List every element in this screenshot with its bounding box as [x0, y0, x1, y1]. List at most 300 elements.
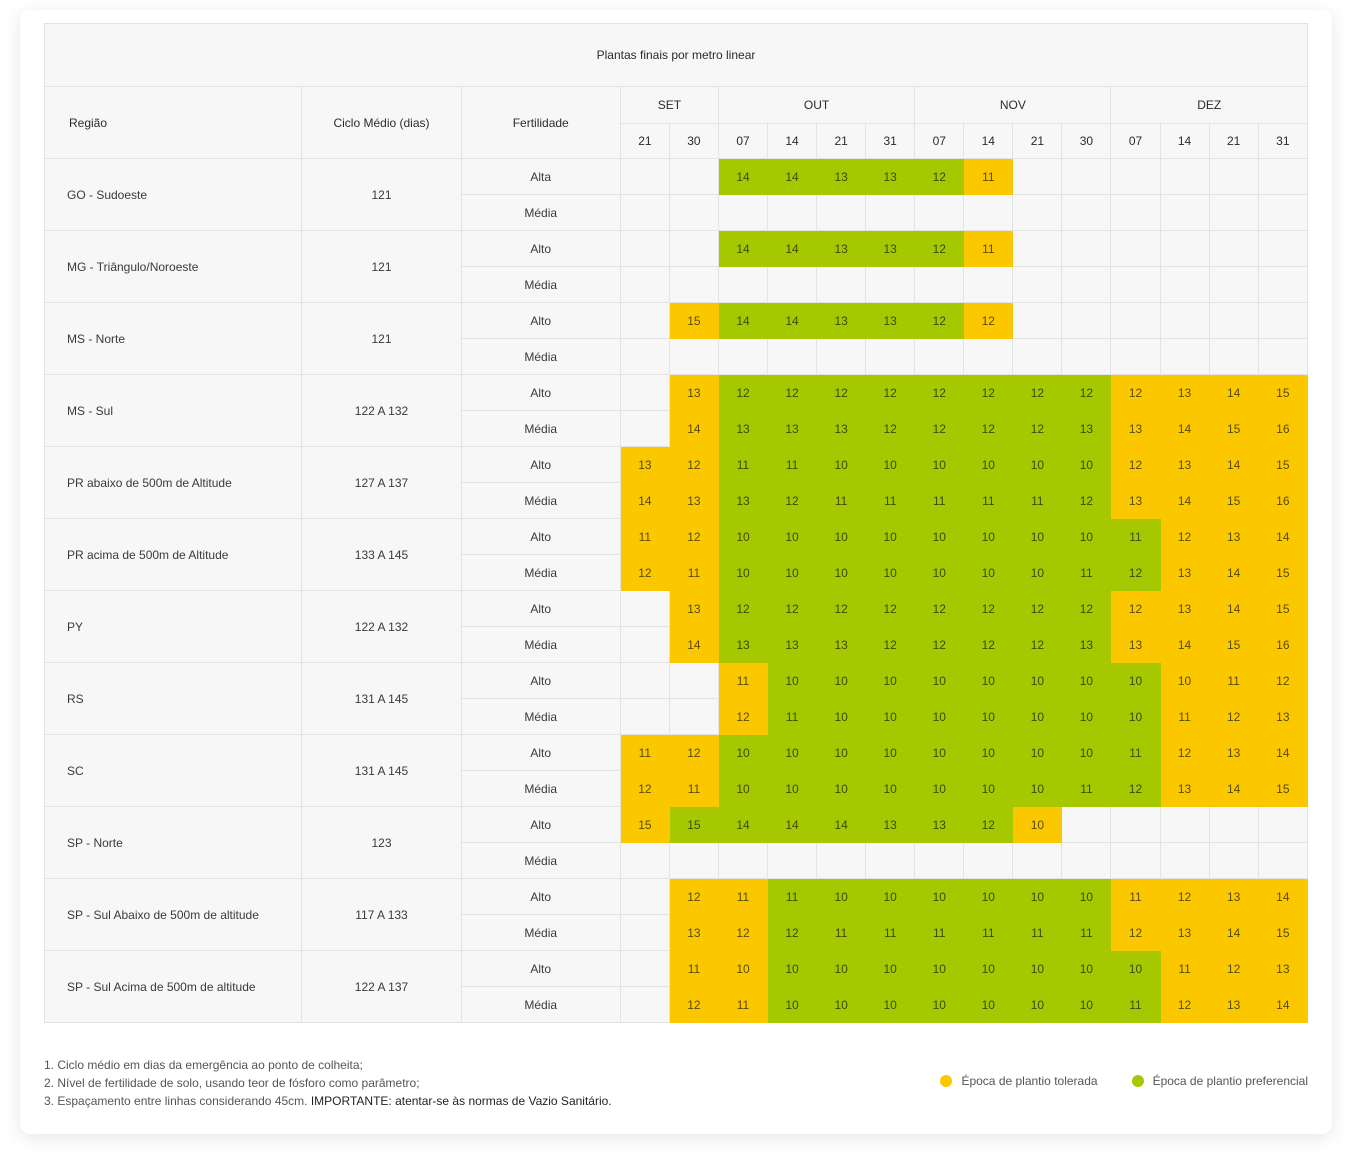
plant-count-cell: [1258, 159, 1307, 195]
cycle-days: 133 A 145: [302, 519, 461, 591]
plant-count-cell: 15: [1258, 771, 1307, 807]
plant-count-cell: [1062, 807, 1111, 843]
fertility-level: Alto: [461, 663, 620, 699]
plant-count-cell: 12: [768, 375, 817, 411]
plant-count-cell: 15: [1209, 627, 1258, 663]
preferred-dot-icon: [1132, 1075, 1144, 1087]
plant-count-cell: 13: [1111, 483, 1160, 519]
plant-count-cell: 12: [1062, 591, 1111, 627]
plant-count-cell: 12: [964, 375, 1013, 411]
plant-count-cell: 10: [1013, 699, 1062, 735]
plant-count-cell: 13: [817, 627, 866, 663]
plant-count-cell: [1160, 267, 1209, 303]
day-header: 07: [1111, 124, 1160, 159]
plant-count-cell: [669, 231, 718, 267]
plant-count-cell: [817, 843, 866, 879]
plant-count-cell: 13: [1160, 771, 1209, 807]
plant-count-cell: 10: [964, 951, 1013, 987]
plant-count-cell: 13: [866, 303, 915, 339]
plant-count-cell: 16: [1258, 483, 1307, 519]
plant-count-cell: 12: [915, 627, 964, 663]
plant-count-cell: 11: [1062, 915, 1111, 951]
plant-count-cell: 14: [1258, 987, 1307, 1023]
plant-count-cell: 10: [866, 771, 915, 807]
day-header: 30: [1062, 124, 1111, 159]
plant-count-cell: 10: [866, 987, 915, 1023]
plant-count-cell: 13: [1258, 699, 1307, 735]
plant-count-cell: 14: [817, 807, 866, 843]
day-header: 07: [718, 124, 767, 159]
plant-count-cell: 13: [669, 483, 718, 519]
plant-count-cell: [1013, 303, 1062, 339]
plant-count-cell: [1013, 231, 1062, 267]
month-header: SET: [620, 87, 718, 124]
plant-count-cell: 13: [1111, 627, 1160, 663]
plant-count-cell: 10: [1013, 879, 1062, 915]
fertility-level: Média: [461, 411, 620, 447]
footnote-important: IMPORTANTE: atentar-se às normas de Vazio Sanitário.: [310, 1094, 612, 1108]
plant-count-cell: 11: [866, 483, 915, 519]
plant-count-cell: 10: [1062, 663, 1111, 699]
plant-count-cell: 10: [964, 519, 1013, 555]
plant-count-cell: 10: [817, 987, 866, 1023]
plant-count-cell: [620, 339, 669, 375]
plant-count-cell: 10: [915, 663, 964, 699]
cycle-days: 121: [302, 303, 461, 375]
plant-count-cell: [1013, 267, 1062, 303]
plant-count-cell: [1160, 303, 1209, 339]
plant-count-cell: 12: [1013, 375, 1062, 411]
month-header: DEZ: [1111, 87, 1308, 124]
cycle-days: 131 A 145: [302, 735, 461, 807]
region-name: SP - Sul Acima de 500m de altitude: [45, 951, 302, 1023]
plant-count-cell: 10: [866, 447, 915, 483]
plant-count-cell: 10: [718, 951, 767, 987]
plant-count-cell: 10: [817, 951, 866, 987]
table-row: [45, 231, 1308, 267]
tolerated-dot-icon: [940, 1075, 952, 1087]
plant-count-cell: [768, 843, 817, 879]
plant-count-cell: 11: [1209, 663, 1258, 699]
fertility-level: Alto: [461, 951, 620, 987]
plant-count-cell: 14: [1160, 483, 1209, 519]
plant-count-cell: 14: [1209, 915, 1258, 951]
plant-count-cell: 14: [1258, 879, 1307, 915]
fertility-level: Média: [461, 771, 620, 807]
plant-count-cell: 12: [620, 555, 669, 591]
plant-count-cell: 12: [964, 627, 1013, 663]
plant-count-cell: [1209, 231, 1258, 267]
plant-count-cell: [1111, 339, 1160, 375]
plant-count-cell: 12: [817, 375, 866, 411]
plant-count-cell: [1062, 339, 1111, 375]
plant-count-cell: [620, 987, 669, 1023]
month-header: OUT: [718, 87, 914, 124]
plant-count-cell: 12: [964, 411, 1013, 447]
plant-count-cell: [1111, 303, 1160, 339]
plant-count-cell: 10: [1111, 663, 1160, 699]
plant-count-cell: [1111, 843, 1160, 879]
plant-count-cell: 13: [1062, 411, 1111, 447]
plant-count-cell: 14: [1209, 771, 1258, 807]
cycle-days: 122 A 137: [302, 951, 461, 1023]
plant-count-cell: 10: [915, 447, 964, 483]
plant-count-cell: 12: [669, 447, 718, 483]
plant-count-cell: [915, 843, 964, 879]
plant-count-cell: 10: [817, 555, 866, 591]
plant-count-cell: 12: [866, 627, 915, 663]
plant-count-cell: [1013, 159, 1062, 195]
day-header: 30: [669, 124, 718, 159]
table-row: [45, 807, 1308, 843]
plant-count-cell: [866, 267, 915, 303]
plant-count-cell: 10: [1013, 951, 1062, 987]
plant-count-cell: [1209, 339, 1258, 375]
plant-count-cell: 13: [866, 159, 915, 195]
plant-count-cell: 11: [964, 231, 1013, 267]
plant-count-cell: 12: [669, 735, 718, 771]
plant-count-cell: 10: [915, 555, 964, 591]
fertility-level: Alto: [461, 807, 620, 843]
plant-count-cell: 10: [964, 987, 1013, 1023]
plant-count-cell: 10: [964, 447, 1013, 483]
plant-count-cell: [866, 339, 915, 375]
day-header: 14: [768, 124, 817, 159]
plant-count-cell: [1062, 231, 1111, 267]
plant-count-cell: [620, 375, 669, 411]
plant-count-cell: 11: [1160, 951, 1209, 987]
plant-count-cell: 13: [718, 483, 767, 519]
plant-count-cell: 13: [1209, 735, 1258, 771]
plant-count-cell: 11: [620, 519, 669, 555]
fertility-level: Média: [461, 627, 620, 663]
day-header: 31: [866, 124, 915, 159]
table-row: [45, 447, 1308, 483]
plant-count-cell: 10: [817, 771, 866, 807]
plant-count-cell: 10: [866, 951, 915, 987]
plant-count-cell: [964, 339, 1013, 375]
plant-count-cell: 12: [1258, 663, 1307, 699]
plant-count-cell: [669, 663, 718, 699]
fertility-level: Média: [461, 267, 620, 303]
plant-count-cell: 10: [768, 555, 817, 591]
table-row: [45, 159, 1308, 195]
plant-count-cell: 13: [768, 627, 817, 663]
plant-count-cell: [669, 339, 718, 375]
plant-count-cell: 10: [915, 771, 964, 807]
plant-count-cell: 11: [817, 915, 866, 951]
plant-count-cell: [620, 195, 669, 231]
plant-count-cell: 12: [866, 411, 915, 447]
fertility-level: Alto: [461, 879, 620, 915]
plant-count-cell: [915, 195, 964, 231]
plant-count-cell: [1160, 231, 1209, 267]
plant-count-cell: [1258, 267, 1307, 303]
plant-count-cell: 10: [768, 735, 817, 771]
plant-count-cell: 13: [669, 915, 718, 951]
plant-count-cell: 10: [915, 699, 964, 735]
plant-count-cell: 12: [1160, 735, 1209, 771]
plant-count-cell: [1111, 807, 1160, 843]
plant-count-cell: 12: [1160, 519, 1209, 555]
plant-count-cell: 10: [964, 699, 1013, 735]
region-name: PY: [45, 591, 302, 663]
plant-count-cell: 12: [1111, 555, 1160, 591]
plant-count-cell: 12: [866, 591, 915, 627]
plant-count-cell: 14: [1258, 735, 1307, 771]
plant-count-cell: 10: [866, 555, 915, 591]
plant-count-cell: 12: [1111, 915, 1160, 951]
plant-count-cell: 11: [718, 663, 767, 699]
planting-table: [44, 23, 1308, 1023]
plant-count-cell: 12: [1013, 411, 1062, 447]
plant-count-cell: 12: [768, 915, 817, 951]
plant-count-cell: 15: [1258, 555, 1307, 591]
fertility-level: Alto: [461, 375, 620, 411]
fertility-level: Alto: [461, 303, 620, 339]
plant-count-cell: 12: [1160, 987, 1209, 1023]
plant-count-cell: 12: [620, 771, 669, 807]
plant-count-cell: 10: [817, 879, 866, 915]
plant-count-cell: 11: [866, 915, 915, 951]
plant-count-cell: [620, 411, 669, 447]
plant-count-cell: [1111, 159, 1160, 195]
plant-count-cell: 11: [915, 915, 964, 951]
plant-count-cell: [1062, 159, 1111, 195]
plant-count-cell: [817, 339, 866, 375]
plant-count-cell: 11: [964, 159, 1013, 195]
plant-count-cell: 11: [964, 483, 1013, 519]
plant-count-cell: 11: [669, 555, 718, 591]
plant-count-cell: 11: [915, 483, 964, 519]
plant-count-cell: 12: [964, 807, 1013, 843]
plant-count-cell: [1258, 303, 1307, 339]
fertility-level: Alto: [461, 519, 620, 555]
plant-count-cell: 12: [964, 591, 1013, 627]
month-header: NOV: [915, 87, 1111, 124]
plant-count-cell: 10: [817, 447, 866, 483]
plant-count-cell: [1160, 807, 1209, 843]
plant-count-cell: 12: [1209, 699, 1258, 735]
plant-count-cell: 14: [1258, 519, 1307, 555]
plant-count-cell: [817, 267, 866, 303]
plant-count-cell: [718, 843, 767, 879]
plant-count-cell: 15: [1258, 375, 1307, 411]
plant-count-cell: 15: [1258, 915, 1307, 951]
plant-count-cell: 13: [1258, 951, 1307, 987]
plant-count-cell: [1209, 843, 1258, 879]
header-cycle: Ciclo Médio (dias): [302, 87, 461, 159]
plant-count-cell: 11: [1111, 519, 1160, 555]
plant-count-cell: 14: [718, 807, 767, 843]
plant-count-cell: 14: [620, 483, 669, 519]
plant-count-cell: 16: [1258, 411, 1307, 447]
plant-count-cell: [718, 267, 767, 303]
plant-count-cell: 10: [1013, 447, 1062, 483]
plant-count-cell: 10: [915, 519, 964, 555]
plant-count-cell: 13: [718, 627, 767, 663]
plant-count-cell: 11: [1111, 735, 1160, 771]
plant-count-cell: 10: [817, 735, 866, 771]
plant-count-cell: 13: [1062, 627, 1111, 663]
plant-count-cell: 13: [1209, 879, 1258, 915]
plant-count-cell: 12: [866, 375, 915, 411]
plant-count-cell: 14: [718, 303, 767, 339]
plant-count-cell: [669, 699, 718, 735]
plant-count-cell: 15: [1258, 447, 1307, 483]
plant-count-cell: [1111, 195, 1160, 231]
plant-count-cell: [1013, 195, 1062, 231]
fertility-level: Alto: [461, 735, 620, 771]
plant-count-cell: 10: [915, 735, 964, 771]
plant-count-cell: 12: [1111, 771, 1160, 807]
plant-count-cell: 13: [1160, 591, 1209, 627]
plant-count-cell: [1258, 195, 1307, 231]
plant-count-cell: 10: [1013, 807, 1062, 843]
plant-count-cell: 14: [718, 159, 767, 195]
plant-count-cell: [768, 195, 817, 231]
plant-count-cell: 14: [1209, 375, 1258, 411]
plant-count-cell: 12: [1209, 951, 1258, 987]
plant-count-cell: [1062, 195, 1111, 231]
plant-count-cell: 11: [718, 987, 767, 1023]
table-row: [45, 375, 1308, 411]
plant-count-cell: [1062, 843, 1111, 879]
plant-count-cell: 15: [669, 303, 718, 339]
plant-count-cell: [620, 951, 669, 987]
plant-count-cell: 11: [718, 879, 767, 915]
plant-count-cell: 10: [817, 663, 866, 699]
plant-count-cell: 10: [964, 555, 1013, 591]
plant-count-cell: [620, 627, 669, 663]
plant-count-cell: 10: [1013, 735, 1062, 771]
plant-count-cell: [620, 699, 669, 735]
plant-count-cell: 13: [817, 231, 866, 267]
plant-count-cell: 13: [1160, 375, 1209, 411]
plant-count-cell: [1160, 339, 1209, 375]
plant-count-cell: 12: [915, 591, 964, 627]
plant-count-cell: 13: [1160, 555, 1209, 591]
plant-count-cell: 12: [915, 375, 964, 411]
plant-count-cell: 10: [1013, 555, 1062, 591]
plant-count-cell: 12: [1013, 591, 1062, 627]
plant-count-cell: 13: [620, 447, 669, 483]
plant-count-cell: 10: [866, 879, 915, 915]
plant-count-cell: 10: [768, 519, 817, 555]
plant-count-cell: 11: [1111, 879, 1160, 915]
plant-count-cell: 10: [866, 735, 915, 771]
region-name: SC: [45, 735, 302, 807]
plant-count-cell: 12: [718, 699, 767, 735]
plant-count-cell: [1160, 159, 1209, 195]
plant-count-cell: 13: [1160, 447, 1209, 483]
plant-count-cell: 10: [718, 735, 767, 771]
plant-count-cell: [620, 159, 669, 195]
plant-count-cell: [1111, 267, 1160, 303]
plant-count-cell: 12: [1013, 627, 1062, 663]
plant-count-cell: 10: [866, 699, 915, 735]
plant-count-cell: 10: [964, 735, 1013, 771]
plant-count-cell: 12: [1111, 375, 1160, 411]
cycle-days: 127 A 137: [302, 447, 461, 519]
plant-count-cell: [964, 195, 1013, 231]
region-name: RS: [45, 663, 302, 735]
day-header: 31: [1258, 124, 1307, 159]
plant-count-cell: 12: [718, 375, 767, 411]
day-header: 21: [1013, 124, 1062, 159]
plant-count-cell: 10: [1111, 951, 1160, 987]
plant-count-cell: 15: [620, 807, 669, 843]
header-fertility: Fertilidade: [461, 87, 620, 159]
plant-count-cell: 14: [669, 627, 718, 663]
day-header: 07: [915, 124, 964, 159]
plant-count-cell: [1209, 267, 1258, 303]
region-name: MS - Norte: [45, 303, 302, 375]
plant-count-cell: 12: [1111, 447, 1160, 483]
fertility-level: Alto: [461, 591, 620, 627]
plant-count-cell: [1258, 807, 1307, 843]
plant-count-cell: 13: [817, 303, 866, 339]
plant-count-cell: 10: [1062, 879, 1111, 915]
fertility-level: Alto: [461, 447, 620, 483]
plant-count-cell: 14: [1209, 591, 1258, 627]
fertility-level: Alta: [461, 159, 620, 195]
plant-count-cell: 10: [1013, 519, 1062, 555]
plant-count-cell: 11: [1013, 483, 1062, 519]
plant-count-cell: [669, 159, 718, 195]
cycle-days: 121: [302, 159, 461, 231]
table-row: [45, 663, 1308, 699]
fertility-level: Média: [461, 843, 620, 879]
plant-count-cell: 10: [1013, 771, 1062, 807]
legend-preferred: [1132, 1074, 1308, 1088]
plant-count-cell: 13: [866, 807, 915, 843]
plant-count-cell: 11: [768, 879, 817, 915]
footnote-2: 2. Nível de fertilidade de solo, usando teor de fósforo como parâmetro;: [44, 1076, 420, 1090]
plant-count-cell: [669, 195, 718, 231]
plant-count-cell: 10: [915, 951, 964, 987]
plant-count-cell: 12: [915, 411, 964, 447]
header-region: Região: [45, 87, 302, 159]
plant-count-cell: 11: [1062, 771, 1111, 807]
plant-count-cell: 11: [1013, 915, 1062, 951]
plant-count-cell: 12: [768, 483, 817, 519]
plant-count-cell: [1111, 231, 1160, 267]
plant-count-cell: [669, 843, 718, 879]
plant-count-cell: 10: [1062, 987, 1111, 1023]
day-header: 14: [964, 124, 1013, 159]
cycle-days: 131 A 145: [302, 663, 461, 735]
table-row: [45, 591, 1308, 627]
plant-count-cell: [1062, 267, 1111, 303]
table-row: [45, 519, 1308, 555]
plant-count-cell: 13: [915, 807, 964, 843]
plant-count-cell: 15: [1209, 483, 1258, 519]
plant-count-cell: 14: [768, 159, 817, 195]
table-row: [45, 951, 1308, 987]
plant-count-cell: [866, 195, 915, 231]
footnote-1: 1. Ciclo médio em dias da emergência ao ponto de colheita;: [44, 1058, 363, 1072]
day-header: 14: [1160, 124, 1209, 159]
plant-count-cell: 12: [817, 591, 866, 627]
plant-count-cell: 11: [1111, 987, 1160, 1023]
plant-count-cell: 11: [817, 483, 866, 519]
plant-count-cell: [1258, 843, 1307, 879]
plant-count-cell: 15: [1209, 411, 1258, 447]
plant-count-cell: [1258, 339, 1307, 375]
footnote-3: [44, 1092, 612, 1110]
plant-count-cell: 14: [768, 303, 817, 339]
